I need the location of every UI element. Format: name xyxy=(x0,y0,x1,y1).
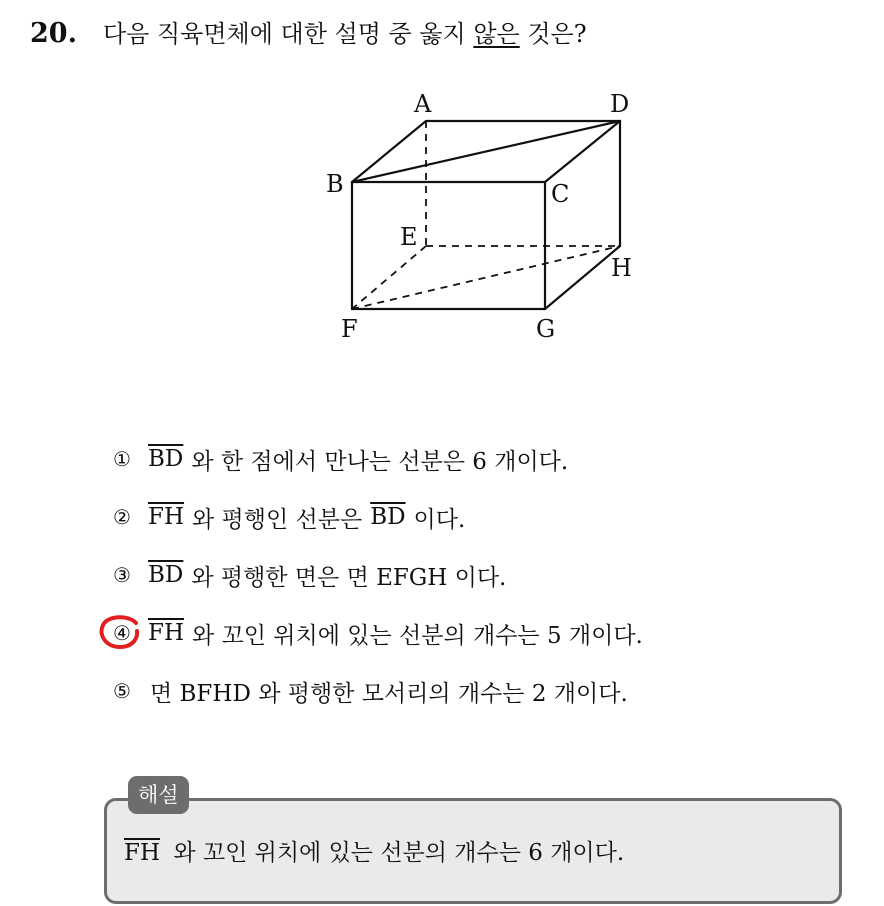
choice-number: ② xyxy=(113,505,131,529)
choice-number: ③ xyxy=(113,563,131,587)
question-prompt xyxy=(30,14,587,49)
segment-label: $\overline{BD}$ xyxy=(148,562,184,588)
choice-text: 와 꼬인 위치에 있는 선분의 개수는 5 개이다. xyxy=(192,622,643,649)
edge-BD xyxy=(352,121,620,182)
vertex-label-C: C xyxy=(551,180,570,208)
choice-3[interactable] xyxy=(108,546,868,604)
segment-label: $\overline{BD}$ xyxy=(148,446,184,472)
explanation-segment: $\overline{FH}$ xyxy=(124,840,161,866)
choice-number: ⑤ xyxy=(113,679,131,703)
choice-text: 와 평행한 면은 면 EFGH 이다. xyxy=(191,564,507,591)
segment-label: $\overline{FH}$ xyxy=(148,620,185,646)
choice-text: 와 평행인 선분은 xyxy=(192,506,363,533)
choice-number: ④ xyxy=(113,621,131,645)
segment-label-2: $\overline{BD}$ xyxy=(370,504,406,530)
choice-1[interactable] xyxy=(108,430,868,488)
question-text: 다음 직육면체에 대한 설명 중 옳지 xyxy=(102,20,474,48)
vertex-label-G: G xyxy=(536,315,556,343)
choice-5[interactable] xyxy=(108,662,868,720)
answer-choices xyxy=(108,430,868,720)
vertex-label-D: D xyxy=(610,90,630,118)
question-number: 20. xyxy=(30,18,77,49)
choice-text: 면 BFHD 와 평행한 모서리의 개수는 2 개이다. xyxy=(150,680,628,707)
explanation-tab: 해설 xyxy=(128,776,189,814)
edge-EF xyxy=(352,246,426,309)
segment-label: $\overline{FH}$ xyxy=(148,504,185,530)
question-emphasis: 않은 xyxy=(473,20,520,48)
cuboid-figure xyxy=(300,82,660,352)
vertex-label-H: H xyxy=(611,254,632,282)
explanation-body: 와 꼬인 위치에 있는 선분의 개수는 6 개이다. xyxy=(173,840,625,866)
choice-2[interactable] xyxy=(108,488,868,546)
edge-FH xyxy=(352,246,620,309)
choice-number: ① xyxy=(113,447,131,471)
choice-4[interactable] xyxy=(108,604,868,662)
vertex-label-A: A xyxy=(414,90,432,118)
choice-text-end: 이다. xyxy=(413,506,466,533)
explanation-text xyxy=(124,834,624,867)
question-text-end: 것은? xyxy=(519,20,587,48)
vertex-label-E: E xyxy=(400,223,418,251)
vertex-label-F: F xyxy=(341,315,358,343)
vertex-label-B: B xyxy=(326,170,344,198)
cuboid-diagram xyxy=(300,82,660,352)
choice-text: 와 한 점에서 만나는 선분은 6 개이다. xyxy=(191,448,569,475)
